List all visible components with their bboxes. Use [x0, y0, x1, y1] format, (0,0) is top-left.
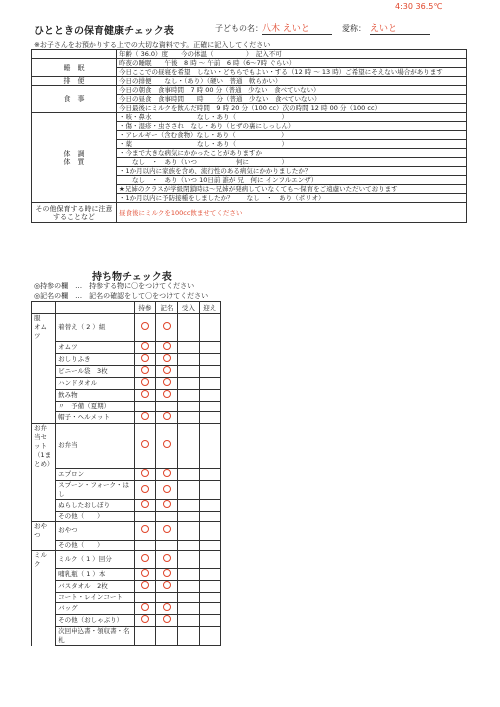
circle-mark-icon: [163, 440, 171, 448]
skin-row: ・傷・湿疹・虫さされ なし・あり（ヒザの裏にしっしん）: [117, 122, 467, 131]
received-check[interactable]: [178, 389, 199, 401]
named-check[interactable]: [156, 481, 178, 500]
received-check[interactable]: [178, 341, 199, 353]
items-header-1: [56, 302, 135, 314]
pickup-check[interactable]: [199, 593, 220, 603]
named-check[interactable]: [156, 500, 178, 512]
item-name: お弁当: [56, 423, 135, 469]
item-group: [32, 569, 56, 581]
item-name: バッグ: [56, 603, 135, 615]
items-row: [32, 481, 221, 500]
item-name: 哺乳瓶（ 1 ）本: [56, 569, 135, 581]
circle-mark-icon: [163, 554, 171, 562]
received-check[interactable]: [178, 593, 199, 603]
item-name: ぬらしたおしぼり: [56, 500, 135, 512]
items-row: [32, 377, 221, 389]
circle-mark-icon: [163, 569, 171, 577]
circle-mark-icon: [163, 354, 171, 362]
received-check[interactable]: [178, 540, 199, 550]
pickup-check[interactable]: [199, 389, 220, 401]
named-check[interactable]: [156, 389, 178, 401]
item-group: [32, 341, 56, 353]
circle-mark-icon: [141, 615, 149, 623]
item-group: [32, 365, 56, 377]
named-check[interactable]: [156, 365, 178, 377]
item-name: コート・レインコート: [56, 593, 135, 603]
item-group: [32, 389, 56, 401]
named-check[interactable]: [156, 522, 178, 541]
item-group: お弁当セット（1まとめ）: [32, 423, 56, 469]
named-check[interactable]: [156, 469, 178, 481]
intro-note: ※お子さんをお預かりする上での大切な資料です。正確に記入してください: [34, 41, 271, 49]
items-header-2: 持参: [134, 302, 156, 314]
named-check[interactable]: [156, 540, 178, 550]
items-row: [32, 550, 221, 569]
item-group: [32, 615, 56, 627]
illness-answer: なし ・ あり（いつ 何に ）: [117, 158, 467, 167]
child-name-value: 八木 えいと: [262, 21, 332, 35]
named-check[interactable]: [156, 314, 178, 342]
item-group: [32, 581, 56, 593]
notes-value: 昼食後にミルクを100cc飲ませてください: [117, 203, 467, 223]
pickup-check[interactable]: [199, 365, 220, 377]
pickup-check[interactable]: [199, 603, 220, 615]
pickup-check[interactable]: [199, 469, 220, 481]
cough-row: ・咳・鼻水 なし・あり（ ）: [117, 113, 467, 122]
item-group: [32, 353, 56, 365]
circle-mark-icon: [141, 569, 149, 577]
circle-mark-icon: [141, 412, 149, 420]
bring-check[interactable]: [134, 627, 156, 646]
named-check[interactable]: [156, 627, 178, 646]
items-header-0: [32, 302, 56, 314]
pickup-check[interactable]: [199, 550, 220, 569]
circle-mark-icon: [141, 469, 149, 477]
received-check[interactable]: [178, 522, 199, 541]
items-row: [32, 365, 221, 377]
pickup-check[interactable]: [199, 540, 220, 550]
pickup-check[interactable]: [199, 581, 220, 593]
received-check[interactable]: [178, 481, 199, 500]
bring-check[interactable]: [134, 581, 156, 593]
circle-mark-icon: [163, 603, 171, 611]
items-row: [32, 540, 221, 550]
items-row: [32, 500, 221, 512]
item-name: 次回申込書・領収書・名札: [56, 627, 135, 646]
circle-mark-icon: [163, 378, 171, 386]
circle-mark-icon: [163, 322, 171, 330]
item-group: [32, 593, 56, 603]
items-row: [32, 341, 221, 353]
item-group: [32, 540, 56, 550]
circle-mark-icon: [163, 500, 171, 508]
items-row: [32, 389, 221, 401]
items-title: 持ち物チェック表: [92, 272, 172, 283]
items-row: [32, 593, 221, 603]
item-name: 帽子・ヘルメット: [56, 411, 135, 423]
received-check[interactable]: [178, 569, 199, 581]
pickup-check[interactable]: [199, 522, 220, 541]
lunch-row: 今日の昼食 食事時間 時 分（普通 少ない 食べていない）: [117, 95, 467, 104]
received-check[interactable]: [178, 411, 199, 423]
item-group: おやつ: [32, 522, 56, 541]
items-header-5: 迎え: [199, 302, 220, 314]
bring-check[interactable]: [134, 500, 156, 512]
item-name: その他（おしゃぶり）: [56, 615, 135, 627]
received-check[interactable]: [178, 512, 199, 522]
item-name: 着替え（ 2 ）組: [56, 314, 135, 342]
nickname-value: えいと: [370, 21, 430, 35]
allergy-row: ・アレルギー（含む食物）なし・あり（ ）: [117, 131, 467, 140]
items-row: [32, 522, 221, 541]
received-check[interactable]: [178, 423, 199, 469]
bring-check[interactable]: [134, 389, 156, 401]
pickup-check[interactable]: [199, 615, 220, 627]
received-check[interactable]: [178, 603, 199, 615]
item-group: [32, 481, 56, 500]
circle-mark-icon: [141, 581, 149, 589]
medicine-row: ・薬 なし・あり（ ）: [117, 140, 467, 149]
bring-check[interactable]: [134, 377, 156, 389]
item-name: 飲み物: [56, 389, 135, 401]
circle-mark-icon: [141, 485, 149, 493]
pickup-check[interactable]: [199, 423, 220, 469]
items-legend-bring: ◎持参の欄 … 持参する物に〇をつけてください: [34, 282, 195, 290]
circle-mark-icon: [141, 342, 149, 350]
items-row: [32, 569, 221, 581]
item-name: その他（ ）: [56, 540, 135, 550]
pickup-check[interactable]: [199, 341, 220, 353]
named-check[interactable]: [156, 353, 178, 365]
bring-check[interactable]: [134, 314, 156, 342]
items-row: [32, 314, 221, 342]
named-check[interactable]: [156, 341, 178, 353]
item-group: [32, 500, 56, 512]
circle-mark-icon: [163, 342, 171, 350]
nickname-label: 愛称：: [342, 24, 366, 33]
pickup-check[interactable]: [199, 377, 220, 389]
bring-check[interactable]: [134, 522, 156, 541]
bring-check[interactable]: [134, 411, 156, 423]
items-header-3: 記名: [156, 302, 178, 314]
circle-mark-icon: [163, 581, 171, 589]
received-check[interactable]: [178, 581, 199, 593]
received-check[interactable]: [178, 615, 199, 627]
items-legend-named: ◎記名の欄 … 記名の確認をして〇をつけてください: [34, 292, 209, 300]
bring-check[interactable]: [134, 365, 156, 377]
items-row: [32, 512, 221, 522]
circle-mark-icon: [141, 525, 149, 533]
bring-check[interactable]: [134, 593, 156, 603]
health-check-table: [31, 49, 467, 223]
item-name: バスタオル 2枚: [56, 581, 135, 593]
stool-label: 排 便: [32, 77, 117, 86]
sibling-class-note: ★兄姉のクラスが学級閉鎖時は〜兄姉が発病していなくても〜保育をご遠慮いただいております: [117, 185, 467, 194]
pickup-check[interactable]: [199, 500, 220, 512]
items-row: [32, 411, 221, 423]
item-name: エプロン: [56, 469, 135, 481]
breakfast-row: 今日の朝食 食事時間 7 時 00 分（普通 少ない 食べていない）: [117, 86, 467, 95]
item-group: [32, 469, 56, 481]
named-check[interactable]: [156, 615, 178, 627]
named-check[interactable]: [156, 569, 178, 581]
illness-question: ・今まで大きな病気にかかったことがありますか: [117, 149, 467, 158]
item-group: ミルク: [32, 550, 56, 569]
received-check[interactable]: [178, 550, 199, 569]
named-check[interactable]: [156, 512, 178, 522]
circle-mark-icon: [141, 322, 149, 330]
item-name: スプーン・フォーク・はし: [56, 481, 135, 500]
items-row: [32, 353, 221, 365]
circle-mark-icon: [163, 469, 171, 477]
bring-check[interactable]: [134, 569, 156, 581]
sleep-label: 睡 眠: [32, 59, 117, 77]
item-name: おしりふき: [56, 353, 135, 365]
received-check[interactable]: [178, 314, 199, 342]
bring-check[interactable]: [134, 540, 156, 550]
nap-request: 今日ここでの昼寝を希望 しない・どちらでもよい・する（12 時 〜 13 時）ご希望にそえない場合があります: [117, 68, 467, 77]
bring-check[interactable]: [134, 353, 156, 365]
bring-check[interactable]: [134, 423, 156, 469]
pickup-check[interactable]: [199, 627, 220, 646]
circle-mark-icon: [141, 378, 149, 386]
arrival-note: 4:30 36.5℃: [395, 2, 443, 11]
received-check[interactable]: [178, 401, 199, 411]
circle-mark-icon: [163, 615, 171, 623]
received-check[interactable]: [178, 377, 199, 389]
item-name: オムツ: [56, 341, 135, 353]
pickup-check[interactable]: [199, 481, 220, 500]
item-name: 〃 予備（夏期）: [56, 401, 135, 411]
condition-label: 体 調 体 質: [32, 113, 117, 203]
stool-row: 今日の排便 なし・（あり）（硬い 普通 軟らかい）: [117, 77, 467, 86]
circle-mark-icon: [163, 485, 171, 493]
received-check[interactable]: [178, 500, 199, 512]
received-check[interactable]: [178, 469, 199, 481]
named-check[interactable]: [156, 581, 178, 593]
items-row: [32, 423, 221, 469]
circle-mark-icon: [141, 500, 149, 508]
pickup-check[interactable]: [199, 512, 220, 522]
item-group: [32, 512, 56, 522]
bring-check[interactable]: [134, 401, 156, 411]
item-name: ミルク（ 1 ）回分: [56, 550, 135, 569]
bring-check[interactable]: [134, 469, 156, 481]
bring-check[interactable]: [134, 481, 156, 500]
pickup-check[interactable]: [199, 314, 220, 342]
received-check[interactable]: [178, 365, 199, 377]
item-group: [32, 627, 56, 646]
item-group: [32, 411, 56, 423]
child-name-label: 子どもの名：: [215, 24, 263, 33]
page-title: ひとときの保育健康チェック表: [34, 26, 174, 37]
circle-mark-icon: [141, 554, 149, 562]
contagious-question: ・1か月以内に家族を含め、流行性のある病気にかかりましたか？: [117, 167, 467, 176]
received-check[interactable]: [178, 353, 199, 365]
items-header-4: 受入: [178, 302, 199, 314]
vaccination-row: ・1か月以内に予防接種をしましたか？ なし ・ あり（ポリオ）: [117, 194, 467, 203]
meal-label: 食 事: [32, 86, 117, 113]
item-group: [32, 377, 56, 389]
named-check[interactable]: [156, 550, 178, 569]
items-row: [32, 469, 221, 481]
item-name: ビニール袋 3枚: [56, 365, 135, 377]
notes-label: その他保育する時に注意することなど: [32, 203, 117, 223]
age-row: 年齢（ 36.0）度 今の体温（ ） 記入不可: [117, 50, 467, 59]
circle-mark-icon: [141, 603, 149, 611]
named-check[interactable]: [156, 603, 178, 615]
bring-check[interactable]: [134, 341, 156, 353]
pickup-check[interactable]: [199, 353, 220, 365]
named-check[interactable]: [156, 377, 178, 389]
contagious-answer: なし ・ あり（いつ 10日前 誰が 兄 何に インフルエンザ）: [117, 176, 467, 185]
milk-row: 今日最後にミルクを飲んだ時間 9 時 20 分（100 cc）次の時間 12 時 00 分（100 cc）: [117, 104, 467, 113]
circle-mark-icon: [141, 390, 149, 398]
bring-check[interactable]: [134, 512, 156, 522]
circle-mark-icon: [141, 354, 149, 362]
item-name: その他（ ）: [56, 512, 135, 522]
named-check[interactable]: [156, 411, 178, 423]
items-row: [32, 401, 221, 411]
item-group: 服 オムツ: [32, 314, 56, 342]
pickup-check[interactable]: [199, 569, 220, 581]
item-name: ハンドタオル: [56, 377, 135, 389]
items-row: [32, 627, 221, 646]
circle-mark-icon: [163, 390, 171, 398]
named-check[interactable]: [156, 401, 178, 411]
sleep-last-night: 昨夜の睡眠 午後 8 時 〜 午前 6 時（6〜7時 ぐらい）: [117, 59, 467, 68]
circle-mark-icon: [163, 525, 171, 533]
items-row: [32, 581, 221, 593]
bring-check[interactable]: [134, 550, 156, 569]
named-check[interactable]: [156, 593, 178, 603]
circle-mark-icon: [163, 412, 171, 420]
item-group: [32, 603, 56, 615]
items-table: [31, 301, 221, 646]
named-check[interactable]: [156, 423, 178, 469]
items-row: [32, 615, 221, 627]
bring-check[interactable]: [134, 603, 156, 615]
circle-mark-icon: [141, 366, 149, 374]
circle-mark-icon: [163, 366, 171, 374]
pickup-check[interactable]: [199, 411, 220, 423]
received-check[interactable]: [178, 627, 199, 646]
circle-mark-icon: [141, 440, 149, 448]
pickup-check[interactable]: [199, 401, 220, 411]
item-group: [32, 401, 56, 411]
bring-check[interactable]: [134, 615, 156, 627]
item-name: おやつ: [56, 522, 135, 541]
items-row: [32, 603, 221, 615]
